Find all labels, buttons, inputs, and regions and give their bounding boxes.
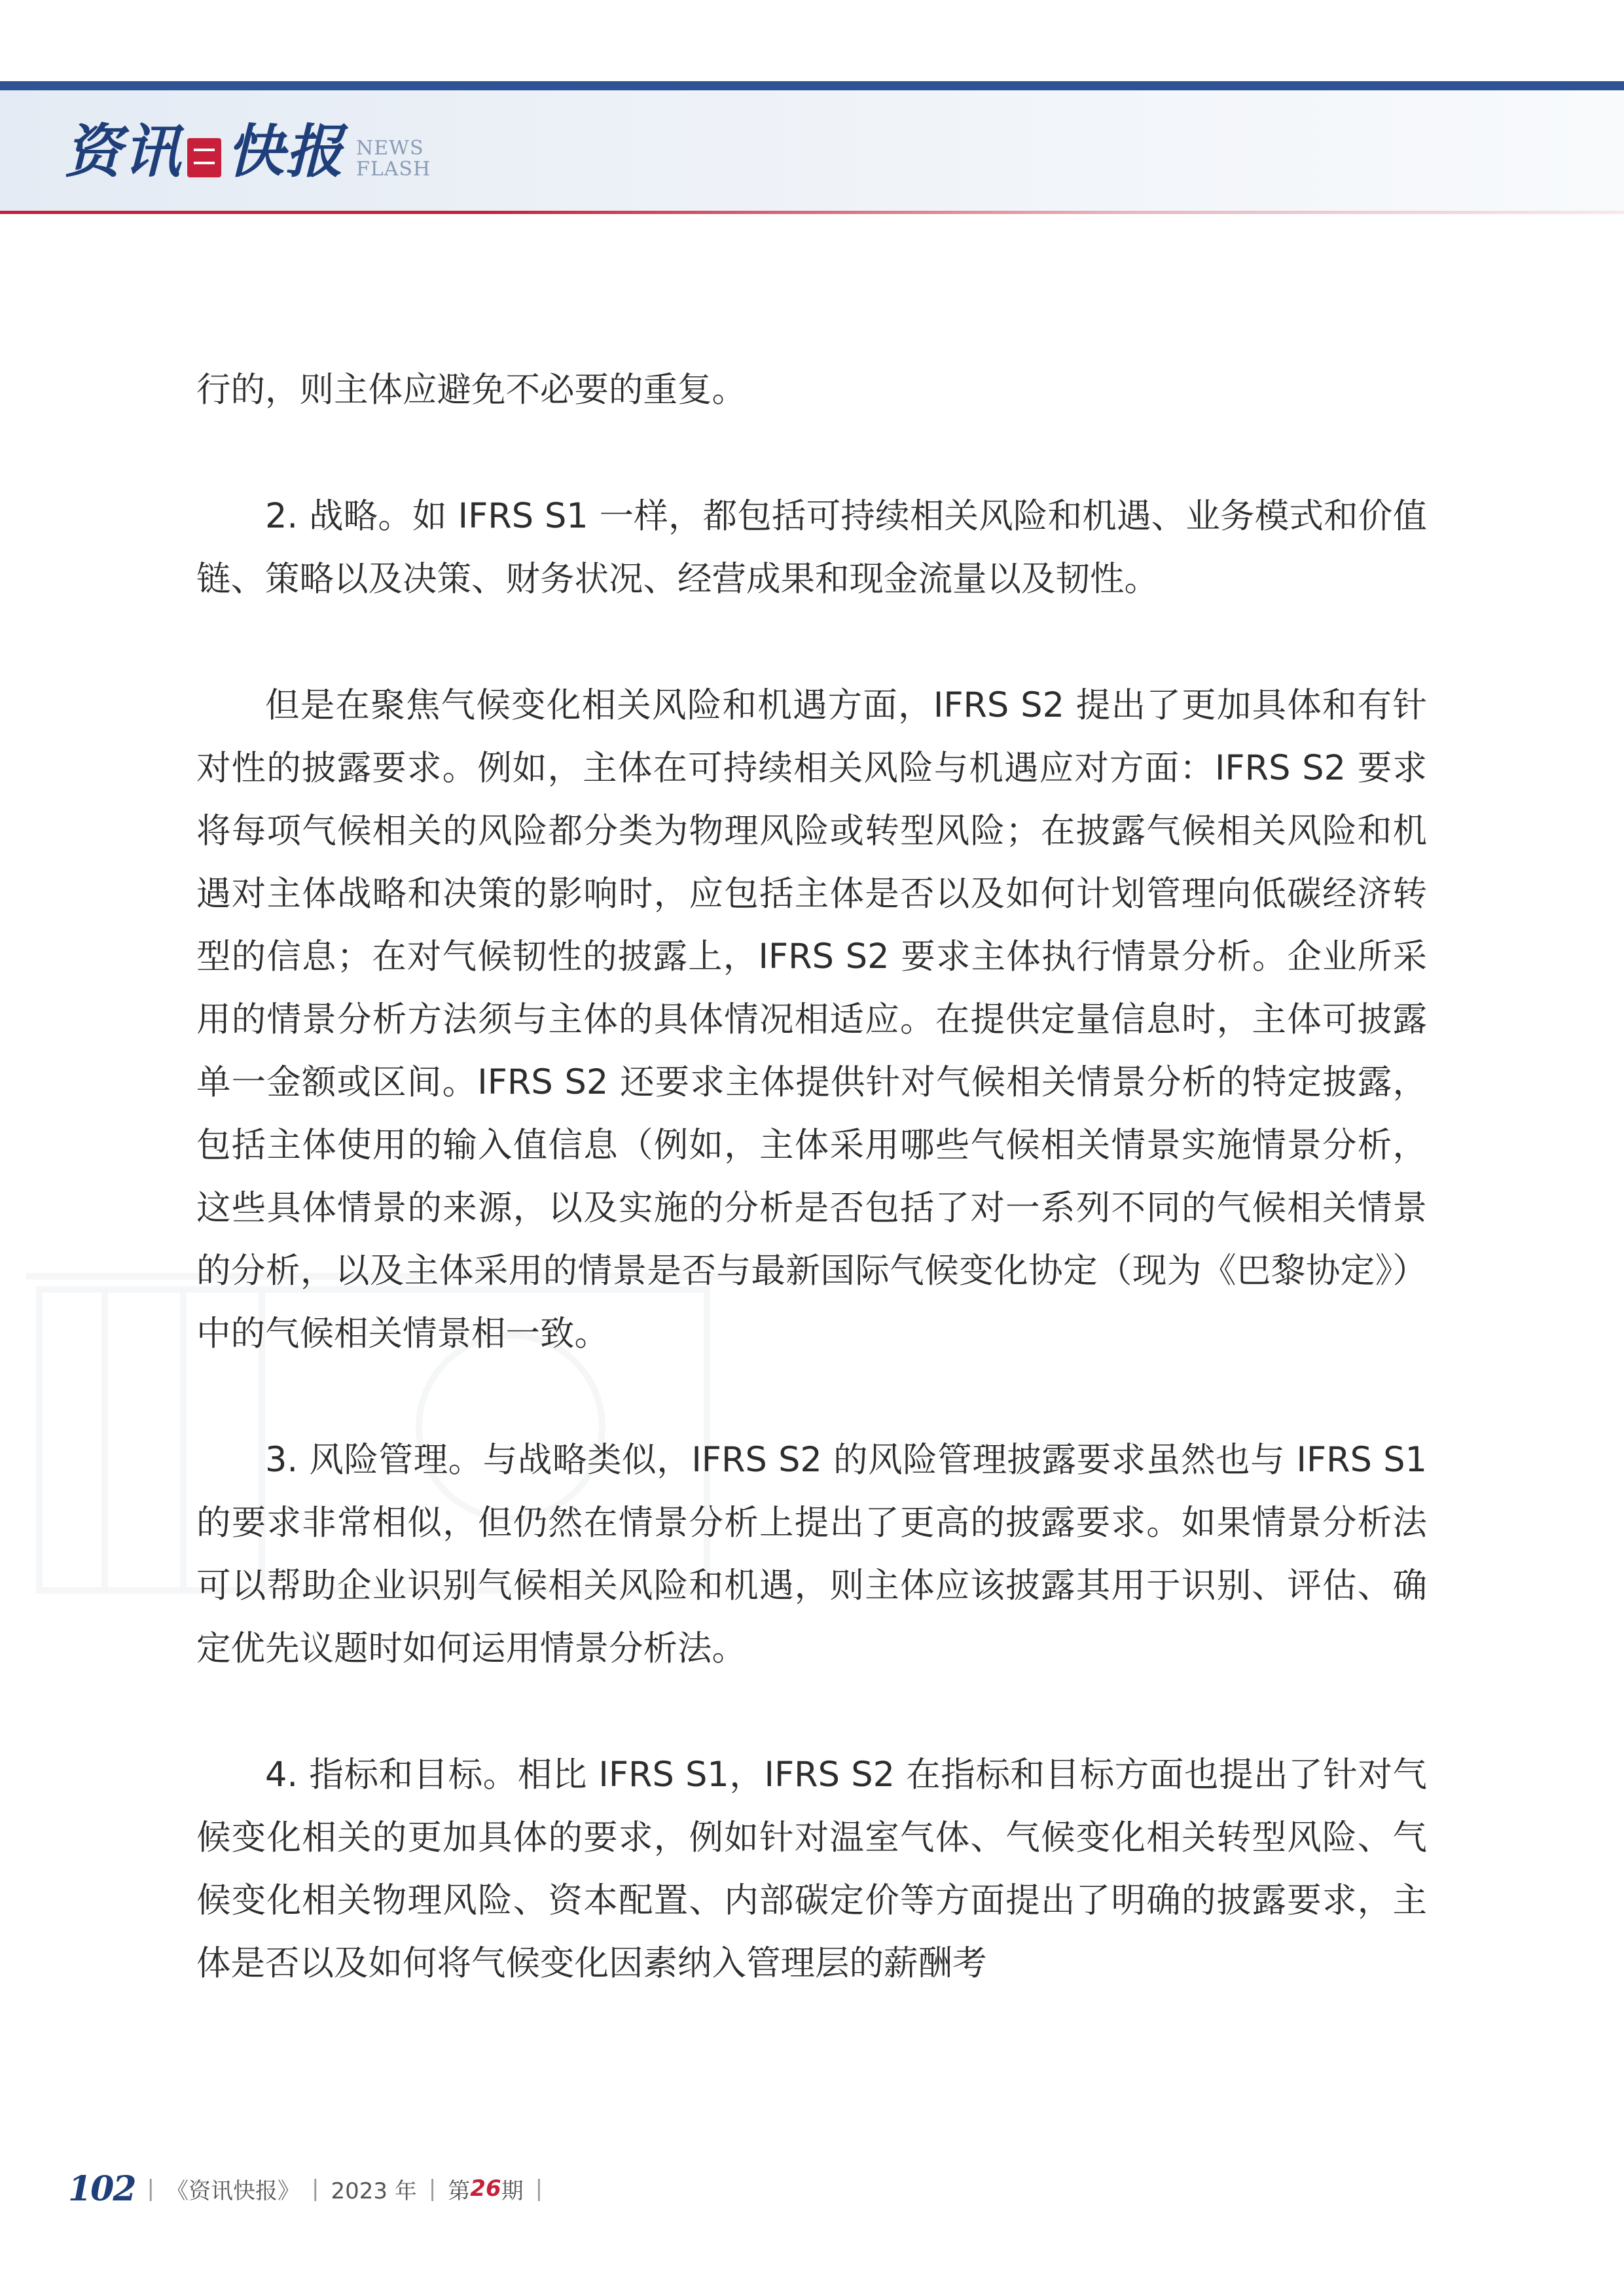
paragraph-continuation: 行的，则主体应避免不必要的重复。	[196, 370, 747, 410]
publication-year: 2023 年	[331, 2178, 417, 2204]
footer-separator: |	[428, 2176, 437, 2202]
footer-separator: |	[147, 2176, 155, 2202]
masthead-logo	[64, 115, 431, 187]
paragraph-metrics-targets: 4. 指标和目标。相比 IFRS S1，IFRS S2 在指标和目标方面也提出了针对气候变化相关的更加具体的要求，例如针对温室气体、气候变化相关转型风险、气候变化相关物理风险、资本配置、内部碳定价等方面提出了明确的披露要求，主体是否以及如何将气候变化因素纳入管理层的薪酬考	[196, 1755, 1427, 1983]
page-number: 102	[68, 2168, 135, 2209]
publication-name: 《资讯快报》	[166, 2178, 300, 2204]
article-body	[196, 359, 1427, 2058]
paragraph-strategy: 2. 战略。如 IFRS S1 一样，都包括可持续相关风险和机遇、业务模式和价值链、策略以及决策、财务状况、经营成果和现金流量以及韧性。	[196, 496, 1427, 599]
logo-text-part1: 资讯	[64, 117, 183, 185]
logo-english	[356, 138, 431, 180]
logo-english-line1: NEWS	[356, 137, 424, 160]
logo-text-part2: 快报	[226, 117, 345, 185]
header-divider	[0, 211, 1624, 214]
header-top-stripe	[0, 81, 1624, 90]
issue-prefix: 第	[448, 2178, 471, 2204]
footer-separator: |	[535, 2176, 543, 2202]
seal-icon	[187, 138, 221, 177]
issue-number: 26	[470, 2176, 501, 2202]
issue-suffix: 期	[501, 2178, 524, 2204]
paragraph-climate-focus: 但是在聚焦气候变化相关风险和机遇方面，IFRS S2 提出了更加具体和有针对性的披露要求。例如，主体在可持续相关风险与机遇应对方面：IFRS S2 要求将每项气候相关的风险都分类为物理风险或转型风险；在披露气候相关风险和机遇对主体战略和决策的影响时，应包括主体是否以及如何计划管理向低碳经济转型的信息；在对气候韧性的披露上，IFRS S2 要求主体执行情景分析。企业所采用的情景分析方法须与主体的具体情况相适应。在提供定量信息时，主体可披露单一金额或区间。IFRS S2 还要求主体提供针对气候相关情景分析的特定披露，包括主体使用的输入值信息（例如，主体采用哪些气候相关情景实施情景分析，这些具体情景的来源，以及实施的分析是否包括了对一系列不同的气候相关情景的分析，以及主体采用的情景是否与最新国际气候变化协定（现为《巴黎协定》）中的气候相关情景相一致。	[196, 685, 1427, 1354]
paragraph-risk-management: 3. 风险管理。与战略类似，IFRS S2 的风险管理披露要求虽然也与 IFRS S1 的要求非常相似，但仍然在情景分析上提出了更高的披露要求。如果情景分析法可以帮助企业识别气候相关风险和机遇，则主体应该披露其用于识别、评估、确定优先议题时如何运用情景分析法。	[196, 1440, 1427, 1668]
page-footer	[68, 2169, 554, 2208]
logo-english-line2: FLASH	[356, 158, 431, 181]
footer-separator: |	[312, 2176, 319, 2202]
